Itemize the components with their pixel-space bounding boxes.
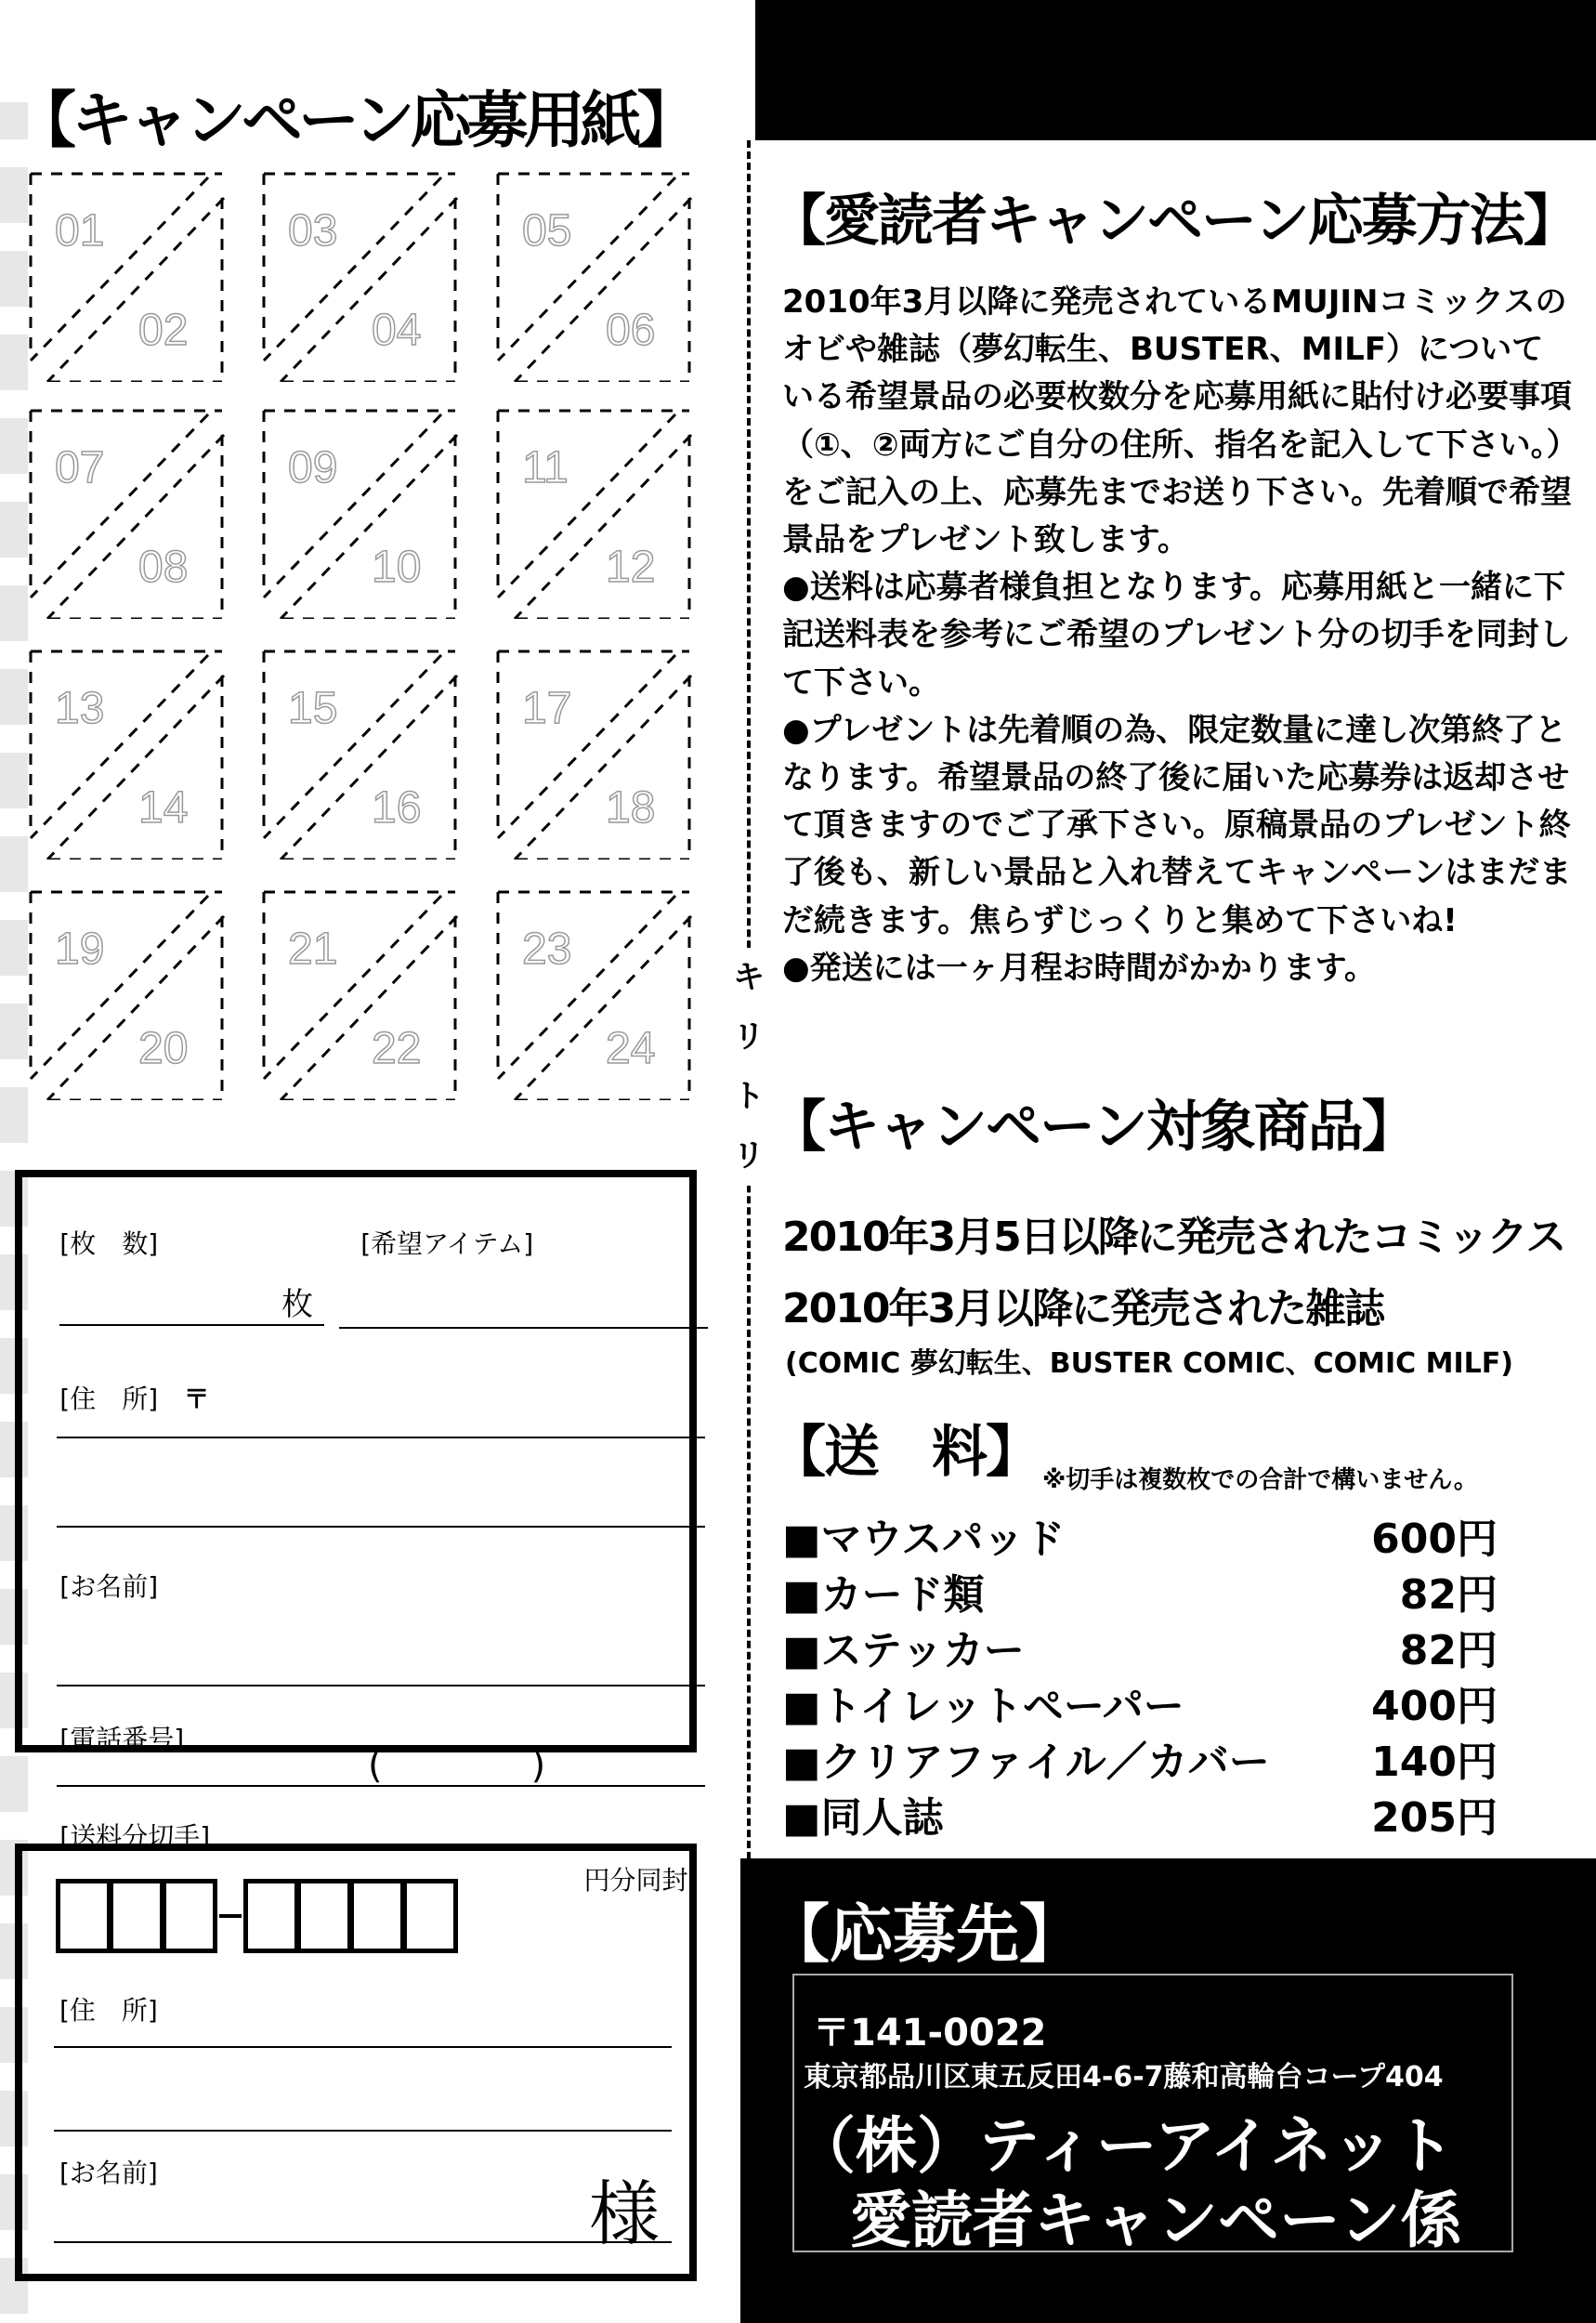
item-label: [希望アイテム]	[360, 1227, 534, 1259]
target-title: 【キャンペーン対象商品】	[770, 1095, 1416, 1160]
coupon-number: 14	[138, 783, 189, 833]
shipping-item: ■トイレットペーパー	[782, 1683, 1184, 1730]
name-field[interactable]	[57, 1685, 705, 1686]
shipping-price: 600円	[1371, 1516, 1498, 1563]
coupon-cell	[27, 170, 228, 382]
postal-digit-box[interactable]	[296, 1879, 352, 1953]
method-bullet: ●送料は応募者様負担となります。応募用紙と一緒に下記送料表を参考にご希望のプレゼント分の切手を同封して下さい。	[782, 569, 1571, 702]
coupon-number: 24	[606, 1024, 656, 1073]
destination-company: （株）ティーアイネット	[794, 2110, 1455, 2182]
address-label-2: [住 所]	[59, 1995, 158, 2026]
coupon-number: 10	[372, 543, 422, 592]
dashed-cut-guide	[260, 407, 461, 619]
item-field[interactable]	[339, 1327, 708, 1329]
stamp-suffix: 円分同封	[583, 1864, 688, 1896]
coupon-number: 18	[606, 783, 656, 833]
cut-char: リ	[733, 1018, 765, 1056]
cut-char: リ	[733, 1137, 765, 1175]
shipping-item: ■ステッカー	[782, 1627, 1025, 1674]
coupon-cell	[27, 888, 228, 1100]
stamp-label: [送料分切手]	[59, 1821, 211, 1853]
coupon-cell	[260, 888, 461, 1100]
cut-here-label	[732, 948, 765, 1186]
method-intro: 2010年3月以降に発売されているMUJINコミックスのオビや雑誌（夢幻転生、BUSTER、MILF）についている希望景品の必要枚数分を応募用紙に貼付け必要事項（①、②両方にご自分の住所、指名を記入して下さい。）をご記入の上、応募先までお送り下さい。先着順で希望景品をプレゼント致します。	[782, 283, 1572, 559]
dashed-cut-guide	[494, 648, 695, 860]
shipping-price: 82円	[1399, 1627, 1498, 1674]
target-magazine-list: (COMIC 夢幻転生、BUSTER COMIC、COMIC MILF)	[785, 1347, 1513, 1380]
destination-box	[792, 1974, 1513, 2256]
coupon-cell	[27, 648, 228, 860]
coupon-number: 13	[55, 684, 105, 733]
shipping-row	[782, 1561, 1498, 1621]
destination-dept: 愛読者キャンペーン係	[850, 2185, 1462, 2256]
coupon-cell	[260, 407, 461, 619]
shipping-row	[782, 1617, 1498, 1676]
coupon-number: 19	[55, 925, 105, 974]
coupon-cell	[494, 170, 695, 382]
method-bullet: ●発送には一ヶ月程お時間がかかります。	[782, 949, 1376, 987]
dashed-cut-guide	[260, 648, 461, 860]
count-field[interactable]	[59, 1324, 324, 1326]
address-field-2[interactable]	[57, 1526, 705, 1528]
dashed-cut-guide	[494, 888, 695, 1100]
dashed-cut-guide	[494, 170, 695, 382]
coupon-number: 01	[55, 206, 105, 256]
coupon-number: 08	[138, 543, 189, 592]
coupon-number: 15	[288, 684, 338, 733]
address-field-2a[interactable]	[54, 2046, 672, 2048]
cut-char: キ	[733, 959, 765, 996]
coupon-number: 04	[372, 306, 422, 355]
coupon-cell	[494, 648, 695, 860]
shipping-item: ■カード類	[782, 1571, 985, 1619]
coupon-number: 09	[288, 443, 338, 492]
postal-digit-box[interactable]	[56, 1879, 111, 1953]
shipping-price: 82円	[1399, 1571, 1498, 1619]
address-field-1[interactable]	[57, 1437, 705, 1438]
destination-title: 【応募先】	[766, 1898, 1083, 1972]
count-label: [枚 数]	[59, 1227, 159, 1259]
coupon-number: 22	[372, 1024, 422, 1073]
coupon-number: 21	[288, 925, 338, 974]
dashed-cut-guide	[260, 888, 461, 1100]
coupon-number: 02	[138, 306, 189, 355]
coupon-cell	[260, 170, 461, 382]
coupon-number: 16	[372, 783, 422, 833]
phone-parens: ( )	[368, 1744, 546, 1788]
shipping-item: ■クリアファイル／カバー	[782, 1739, 1270, 1786]
count-unit: 枚	[281, 1285, 313, 1323]
dashed-cut-guide	[27, 888, 228, 1100]
destination-block	[740, 1858, 1596, 2323]
shipping-price: 205円	[1371, 1794, 1498, 1842]
postal-digit-box[interactable]	[109, 1879, 164, 1953]
coupon-number: 20	[138, 1024, 189, 1073]
form-title: 【キャンペーン応募用紙】	[15, 85, 694, 156]
shipping-note: ※切手は複数枚での合計で構いません。	[1042, 1466, 1478, 1494]
dashed-cut-guide	[27, 170, 228, 382]
shipping-row	[782, 1728, 1498, 1788]
method-body	[782, 279, 1572, 992]
postal-mark: 〒	[183, 1384, 210, 1414]
honorific: 様	[589, 2172, 660, 2255]
coupon-cell	[260, 648, 461, 860]
cut-char: ト	[733, 1078, 765, 1115]
address-label: [住 所]	[59, 1384, 159, 1414]
postal-dash	[219, 1914, 242, 1918]
coupon-number: 12	[606, 543, 656, 592]
shipping-row	[782, 1505, 1498, 1565]
shipping-row	[782, 1673, 1498, 1732]
dashed-cut-guide	[260, 170, 461, 382]
coupon-number: 03	[288, 206, 338, 256]
shipping-item: ■マウスパッド	[782, 1516, 1066, 1563]
coupon-number: 06	[606, 306, 656, 355]
coupon-number: 11	[522, 443, 569, 492]
coupon-number: 23	[522, 925, 572, 974]
postal-digit-box[interactable]	[402, 1879, 458, 1953]
target-comics: 2010年3月5日以降に発売されたコミックス	[782, 1214, 1565, 1261]
target-magazines: 2010年3月以降に発売された雑誌	[782, 1285, 1384, 1332]
coupon-cell	[27, 407, 228, 619]
application-form-1	[15, 1170, 697, 1896]
phone-field[interactable]	[57, 1785, 705, 1787]
shipping-title: 【送 料】	[770, 1420, 1040, 1485]
coupon-cell	[494, 407, 695, 619]
phone-label: [電話番号]	[59, 1723, 185, 1754]
method-title: 【愛読者キャンペーン応募方法】	[770, 189, 1577, 254]
address-field-2b[interactable]	[54, 2130, 672, 2132]
coupon-number: 07	[55, 443, 105, 492]
name-field-2[interactable]	[54, 2241, 672, 2243]
method-bullet: ●プレゼントは先着順の為、限定数量に達し次第終了となります。希望景品の終了後に届いた応募券は返却させて頂きますのでご了承下さい。原稿景品のプレゼント終了後も、新しい景品と入れ替えてキャンペーンはまだまだ続きます。焦らずじっくりと集めて下さいね!	[782, 711, 1572, 939]
name-label: [お名前]	[59, 1570, 159, 1602]
postal-digit-box[interactable]	[243, 1879, 299, 1953]
shipping-item: ■同人誌	[782, 1794, 944, 1842]
dashed-cut-guide	[27, 648, 228, 860]
coupon-number: 05	[522, 206, 572, 256]
coupon-cell	[494, 888, 695, 1100]
dashed-cut-guide	[494, 407, 695, 619]
postal-digit-box[interactable]	[162, 1879, 217, 1953]
top-black-band	[755, 0, 1596, 140]
coupon-number: 17	[522, 684, 572, 733]
postal-digit-box[interactable]	[349, 1879, 405, 1953]
destination-postal: 〒141-0022	[813, 2012, 1047, 2054]
shipping-row	[782, 1784, 1498, 1844]
shipping-price: 140円	[1371, 1739, 1498, 1786]
shipping-price: 400円	[1371, 1683, 1498, 1730]
dashed-cut-guide	[27, 407, 228, 619]
name-label-2: [お名前]	[59, 2158, 158, 2188]
destination-address: 東京都品川区東五反田4-6-7藤和高輪台コープ404	[804, 2061, 1444, 2093]
